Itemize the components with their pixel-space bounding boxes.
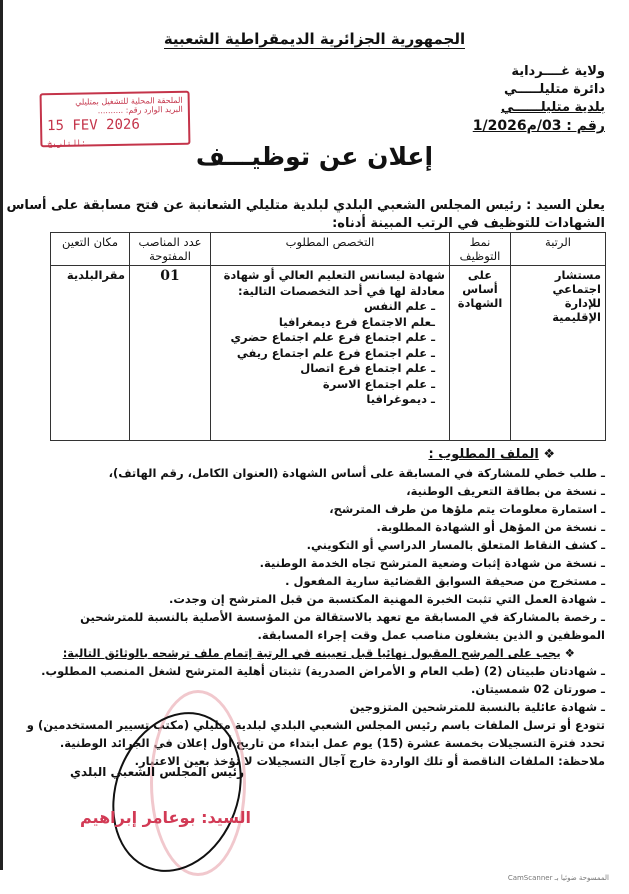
spec-item: ـ علم النفس <box>364 299 435 313</box>
file-item: ـ كشف النقاط المتعلق بالمسار الدراسي أو التكويني. <box>306 538 605 552</box>
rank-cell: مستشار اجتماعي للإدارة الإقليمية <box>511 266 606 441</box>
mode-cell: على أساس الشهادة <box>450 266 511 441</box>
file-item: ـ رخصة بالمشاركة في المسابقة مع تعهد بالاستقالة من المؤسسة الأصلية بالنسبة للمترشحين الموظفين و الذين يشغلون مناصب عمل وقت إجراء المسابقة. <box>80 610 605 642</box>
table-header-row <box>51 233 606 266</box>
page-edge <box>0 0 3 870</box>
intro-line: يعلن السيد : رئيس المجلس الشعبي البلدي لبلدية متليلي الشعانبة عن فتح مسابقة على أساس <box>6 198 605 213</box>
accepted-item: ـ شهادة عائلية بالنسبة للمترشحين المتزوجين <box>349 700 605 714</box>
table-row <box>51 266 606 441</box>
file-item: ـ نسخة من بطاقة التعريف الوطنية، <box>406 484 605 498</box>
spec-item: ـ علم اجتماع فرع اتصال <box>300 361 435 375</box>
stamp-line1: الملحقة المحلية للتشغيل بمتليلي <box>75 95 183 107</box>
note-text: ملاحظة: الملفات الناقصة أو تلك الواردة خارج آجال التسجيلات لا تؤخذ بعين الاعتبار. <box>134 754 605 768</box>
file-item: ـ استمارة معلومات يتم ملؤها من طرف المترشح، <box>329 502 605 516</box>
file-item: ـ مستخرج من صحيفة السوابق القضائية سارية المفعول . <box>285 574 605 588</box>
page-title: إعلان عن توظيـــف <box>195 142 434 171</box>
scanner-footer: الممسوحة ضوئيا بـ CamScanner <box>507 874 609 882</box>
wilaya: ولاية غــــرداية <box>511 64 605 79</box>
closing-text: تتودع أو ترسل الملفات باسم رئيس المجلس الشعبي البلدي لبلدية متليلي (مكتب تسيير المستخدمين) و تحدد فترة التسجيلات بخمسة عشرة (15) يوم عمل ابتداء من تاريخ أول إعلان في الجرائد الوطنية. <box>26 718 605 750</box>
positions-table <box>50 232 606 441</box>
file-section <box>20 446 605 770</box>
accepted-item: ـ شهادتان طبيتان (2) (طب العام و الأمراض الصدرية) تثبتان أهلية المترشح لشغل المنصب المطلوب. <box>41 664 605 678</box>
col-mode: نمط التوظيف <box>450 233 511 266</box>
signatory-title: رئيس المجلس الشعبي البلدي <box>70 765 244 779</box>
republic-header: الجمهورية الجزائرية الديمقراطية الشعبية <box>163 30 466 48</box>
file-heading: ❖ الملف المطلوب : <box>428 447 555 462</box>
file-item: ـ طلب خطي للمشاركة في المسابقة على أساس الشهادة (العنوان الكامل، رقم الهاتف)، <box>108 466 605 480</box>
file-item: ـ نسخة من شهادة إثبات وضعية المترشح تجاه الخدمة الوطنية. <box>259 556 605 570</box>
stamp-date: 15 FEV 2026 التاريخ: <box>46 116 140 149</box>
file-item: ـ شهادة العمل التي تثبت الخبرة المهنية المكتسبة من قبل المترشح إن وجدت. <box>168 592 605 606</box>
col-place: مكان التعين <box>51 233 130 266</box>
intro-line: الشهادات للتوظيف في الرتب المبينة أدناه: <box>332 216 605 231</box>
signatory-name: السيد: بوعامر إبراهيم <box>80 808 252 827</box>
accepted-heading: ❖ يجب على المرشح المقبول نهائيا قبل تعيينه في الرتبة إتمام ملف ترشحه بالوثائق التالية: <box>62 646 575 660</box>
col-spec: التخصص المطلوب <box>211 233 450 266</box>
spec-intro: شهادة ليسانس التعليم العالي أو شهادة معادلة لها في أحد التخصصات التالية: <box>223 268 445 298</box>
col-rank: الرتبة <box>511 233 606 266</box>
spec-item: ـ علم اجتماع فرع علم اجتماع حضري <box>230 330 435 344</box>
stamp-line2: البريد الوارد رقم: .......... <box>97 104 183 116</box>
reference-number: رقم : 03/م1/2026 <box>472 118 605 134</box>
daira: دائرة متليلـــــي <box>504 82 605 97</box>
spec-item: ـ علم اجتماع فرع علم اجتماع ريفي <box>236 345 435 360</box>
spec-item: ـعلم الاجتماع فرع ديمغرافيا <box>278 314 435 329</box>
baladia: بلدية متليلــــــي <box>500 100 605 115</box>
accepted-item: ـ صورتان 02 شمسيتان. <box>471 682 605 696</box>
place-cell: مقرالبلدية <box>51 266 130 441</box>
spec-item: ـ علم اجتماع الاسرة <box>322 376 435 391</box>
spec-item: ـ ديموغرافيا <box>366 392 435 406</box>
file-item: ـ نسخة من المؤهل أو الشهادة المطلوبة. <box>376 520 605 534</box>
received-stamp <box>40 91 191 148</box>
count-cell: 01 <box>130 266 211 441</box>
spec-cell <box>211 266 450 441</box>
col-count: عدد المناصب المفتوحة <box>130 233 211 266</box>
